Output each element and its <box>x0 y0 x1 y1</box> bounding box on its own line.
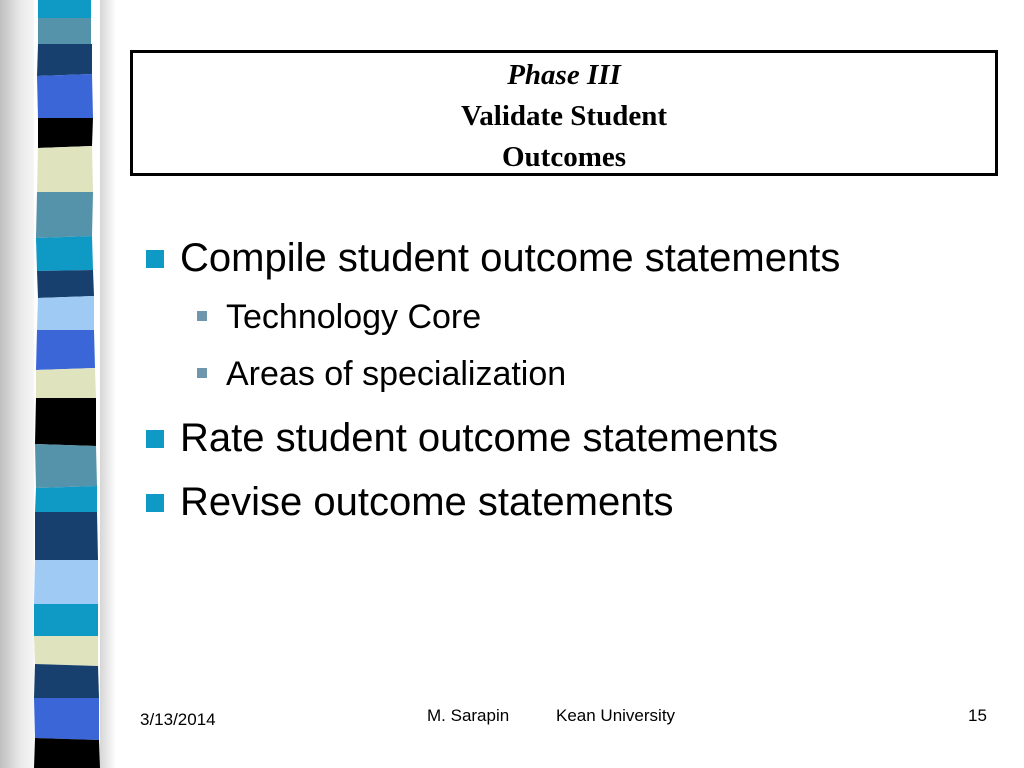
bullet-text: Rate student outcome statements <box>180 416 779 460</box>
stripe-band <box>37 146 93 192</box>
stripe-band <box>34 604 98 636</box>
stripe-band <box>38 18 91 44</box>
list-item <box>140 416 778 460</box>
bullet-text: Revise outcome statements <box>180 480 674 524</box>
list-item <box>140 298 481 336</box>
title-line-3: Outcomes <box>501 141 627 173</box>
footer-date: 3/13/2014 <box>140 710 216 729</box>
footer-page-number: 15 <box>968 706 987 725</box>
bullet-text: Compile student outcome statements <box>180 236 841 280</box>
ribbon-shadow <box>100 0 116 768</box>
title-phase: Phase III <box>507 59 621 91</box>
stripe-band <box>36 368 96 398</box>
footer-author: M. Sarapin <box>427 706 510 725</box>
stripe-band <box>37 74 93 118</box>
list-item <box>140 355 566 393</box>
square-bullet-icon <box>146 494 164 512</box>
list-item <box>140 236 840 280</box>
stripe-band <box>34 636 98 666</box>
stripe-band <box>34 560 98 604</box>
bullet-text: Technology Core <box>226 298 482 336</box>
stripe-band <box>34 698 99 740</box>
square-bullet-icon <box>146 250 164 268</box>
stripe-band <box>36 192 93 238</box>
stripe-band <box>37 44 92 76</box>
bullet-text: Areas of specialization <box>226 355 567 393</box>
small-square-bullet-icon <box>197 311 207 321</box>
square-bullet-icon <box>146 430 164 448</box>
stripe-band <box>36 330 95 370</box>
stripe-band <box>35 398 96 446</box>
stripe-band <box>37 270 94 298</box>
stripe-band <box>35 512 98 560</box>
stripe-band <box>36 236 93 271</box>
footer-institution: Kean University <box>556 706 676 725</box>
stripe-band <box>37 296 94 330</box>
title-line-2: Validate Student <box>460 100 667 132</box>
small-square-bullet-icon <box>197 368 207 378</box>
stripe-band <box>34 738 100 768</box>
stripe-band <box>35 444 97 488</box>
stripe-band <box>34 664 99 698</box>
stripe-band <box>38 0 91 18</box>
list-item <box>140 480 674 524</box>
stripe-band <box>38 118 93 148</box>
bullet-list <box>140 0 1000 600</box>
stripe-band <box>35 486 97 512</box>
